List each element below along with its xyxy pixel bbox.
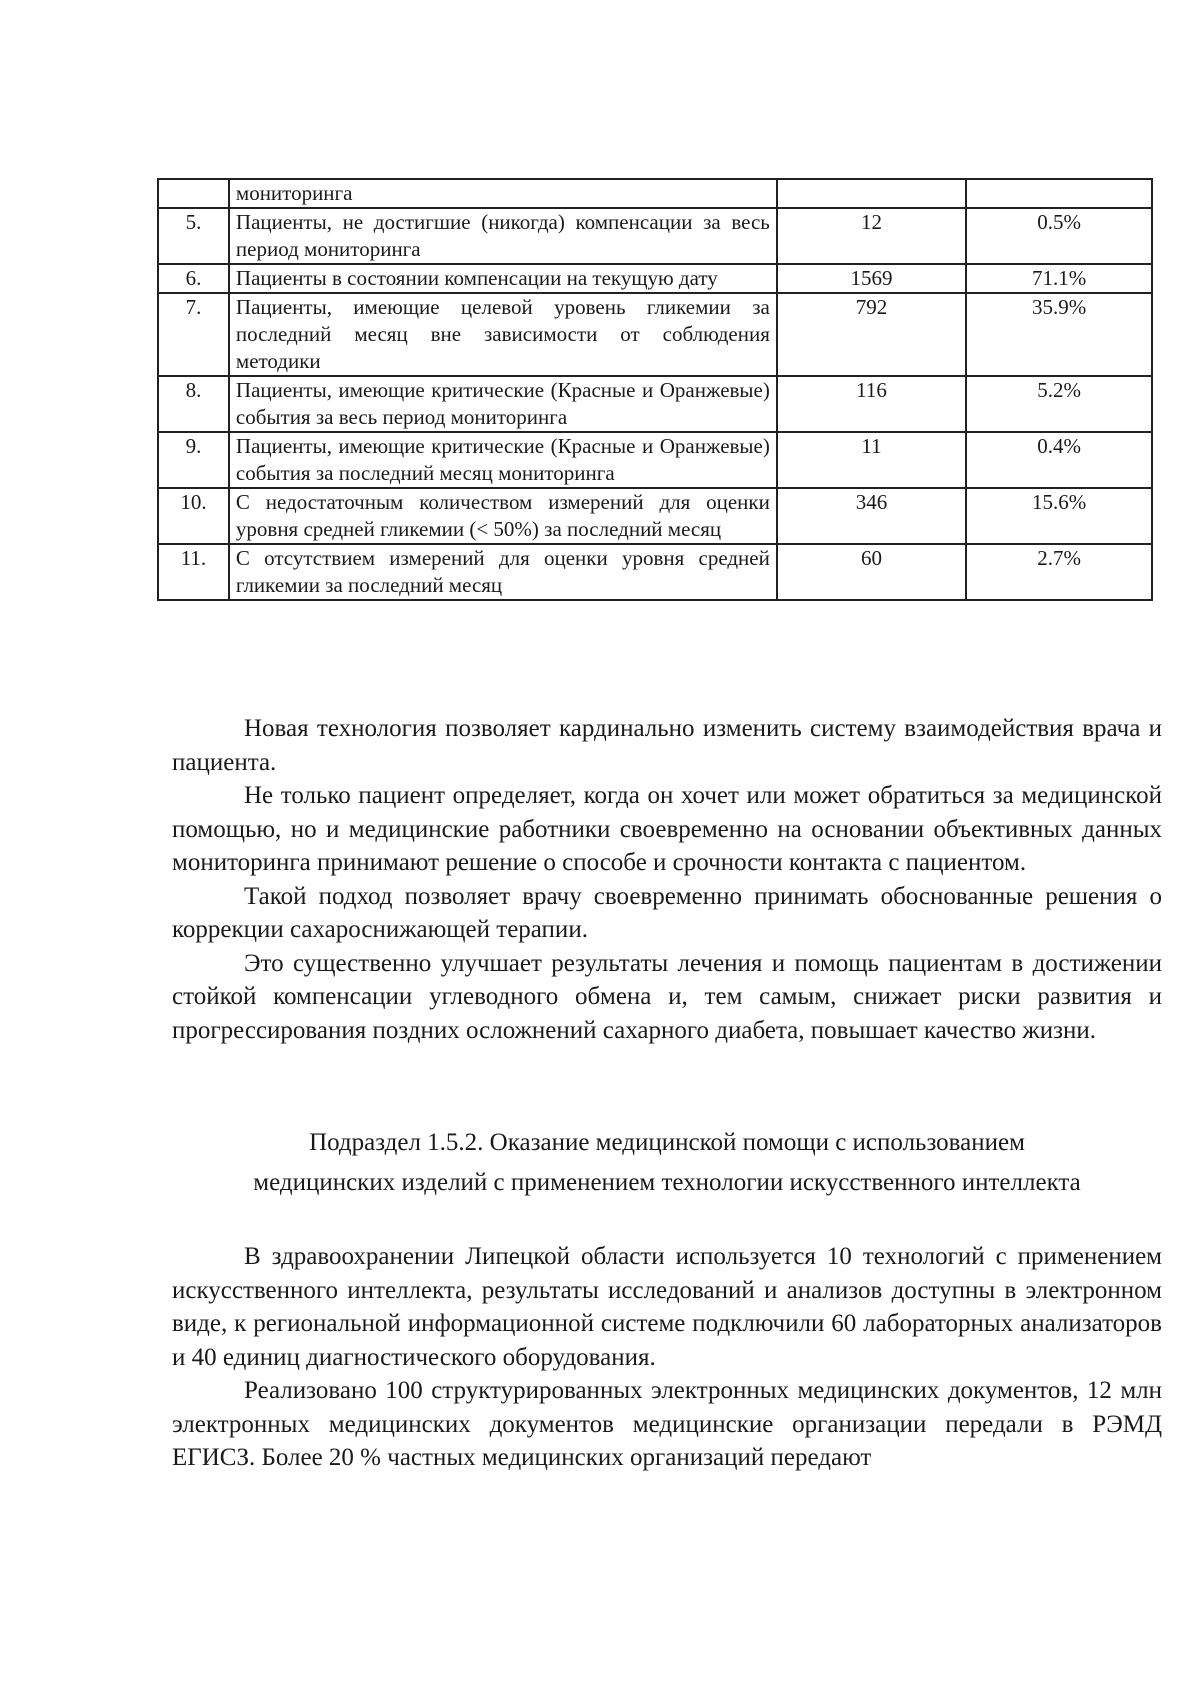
row-percent: 5.2%	[966, 376, 1152, 432]
row-count: 116	[777, 376, 966, 432]
row-percent	[966, 179, 1152, 208]
row-description: Пациенты, имеющие целевой уровень гликемии за последний месяц вне зависимости от соблюдения методики	[229, 293, 777, 376]
row-percent: 15.6%	[966, 488, 1152, 544]
row-percent: 0.4%	[966, 432, 1152, 488]
row-count: 11	[777, 432, 966, 488]
paragraph: Не только пациент определяет, когда он хочет или может обратиться за медицинской помощью, но и медицинские работники своевременно на основании объективных данных мониторинга принимают решение о способе и срочности контакта с пациентом.	[172, 782, 1162, 876]
subsection-heading-line1: Подраздел 1.5.2. Оказание медицинской помощи с использованием	[309, 1129, 1025, 1156]
row-percent: 0.5%	[966, 208, 1152, 264]
row-percent: 2.7%	[966, 544, 1152, 600]
table-row	[158, 293, 1152, 376]
table-row	[158, 544, 1152, 600]
row-number: 7.	[158, 293, 229, 376]
row-count	[777, 179, 966, 208]
row-description: Пациенты, имеющие критические (Красные и Оранжевые) события за последний месяц мониторинга	[229, 432, 777, 488]
table-row	[158, 376, 1152, 432]
table-row	[158, 179, 1152, 208]
row-description: С недостаточным количеством измерений для оценки уровня средней гликемии (< 50%) за последний месяц	[229, 488, 777, 544]
table-body	[158, 179, 1152, 600]
row-count: 792	[777, 293, 966, 376]
row-number: 9.	[158, 432, 229, 488]
subsection-heading-line2: медицинских изделий с применением технологии искусственного интеллекта	[253, 1169, 1081, 1196]
table-row	[158, 432, 1152, 488]
paragraph: Реализовано 100 структурированных электронных медицинских документов, 12 млн электронных медицинских документов медицинские организации передали в РЭМД ЕГИСЗ. Более 20 % частных медицинских организаций передают	[172, 1377, 1162, 1471]
row-count: 1569	[777, 264, 966, 293]
paragraph: Такой подход позволяет врачу своевременно принимать обоснованные решения о коррекции сахароснижающей терапии.	[172, 882, 1162, 943]
row-number	[158, 179, 229, 208]
row-description: мониторинга	[229, 179, 777, 208]
paragraph: Это существенно улучшает результаты лечения и помощь пациентам в достижении стойкой компенсации углеводного обмена и, тем самым, снижает риски развития и прогрессирования поздних осложнений сахарного диабета, повышает качество жизни.	[172, 949, 1162, 1044]
row-percent: 35.9%	[966, 293, 1152, 376]
subsection-heading	[172, 1123, 1162, 1203]
paragraph: В здравоохранении Липецкой области используется 10 технологий с применением искусственного интеллекта, результаты исследований и анализов доступны в электронном виде, к региональной информационной системе подключили 60 лабораторных анализаторов и 40 единиц диагностического оборудования.	[172, 1243, 1162, 1371]
row-number: 8.	[158, 376, 229, 432]
row-percent: 71.1%	[966, 264, 1152, 293]
row-number: 10.	[158, 488, 229, 544]
table-row	[158, 208, 1152, 264]
row-count: 346	[777, 488, 966, 544]
row-number: 5.	[158, 208, 229, 264]
row-count: 12	[777, 208, 966, 264]
row-count: 60	[777, 544, 966, 600]
body-text-top	[172, 712, 1162, 1047]
body-text-bottom	[172, 1240, 1162, 1475]
row-description: С отсутствием измерений для оценки уровня средней гликемии за последний месяц	[229, 544, 777, 600]
row-description: Пациенты в состоянии компенсации на текущую дату	[229, 264, 777, 293]
table-row	[158, 488, 1152, 544]
table-row	[158, 264, 1152, 293]
row-number: 6.	[158, 264, 229, 293]
paragraph: Новая технология позволяет кардинально изменить систему взаимодействия врача и пациента.	[172, 715, 1162, 776]
monitoring-results-table	[157, 178, 1153, 601]
row-number: 11.	[158, 544, 229, 600]
row-description: Пациенты, не достигшие (никогда) компенсации за весь период мониторинга	[229, 208, 777, 264]
row-description: Пациенты, имеющие критические (Красные и Оранжевые) события за весь период мониторинга	[229, 376, 777, 432]
